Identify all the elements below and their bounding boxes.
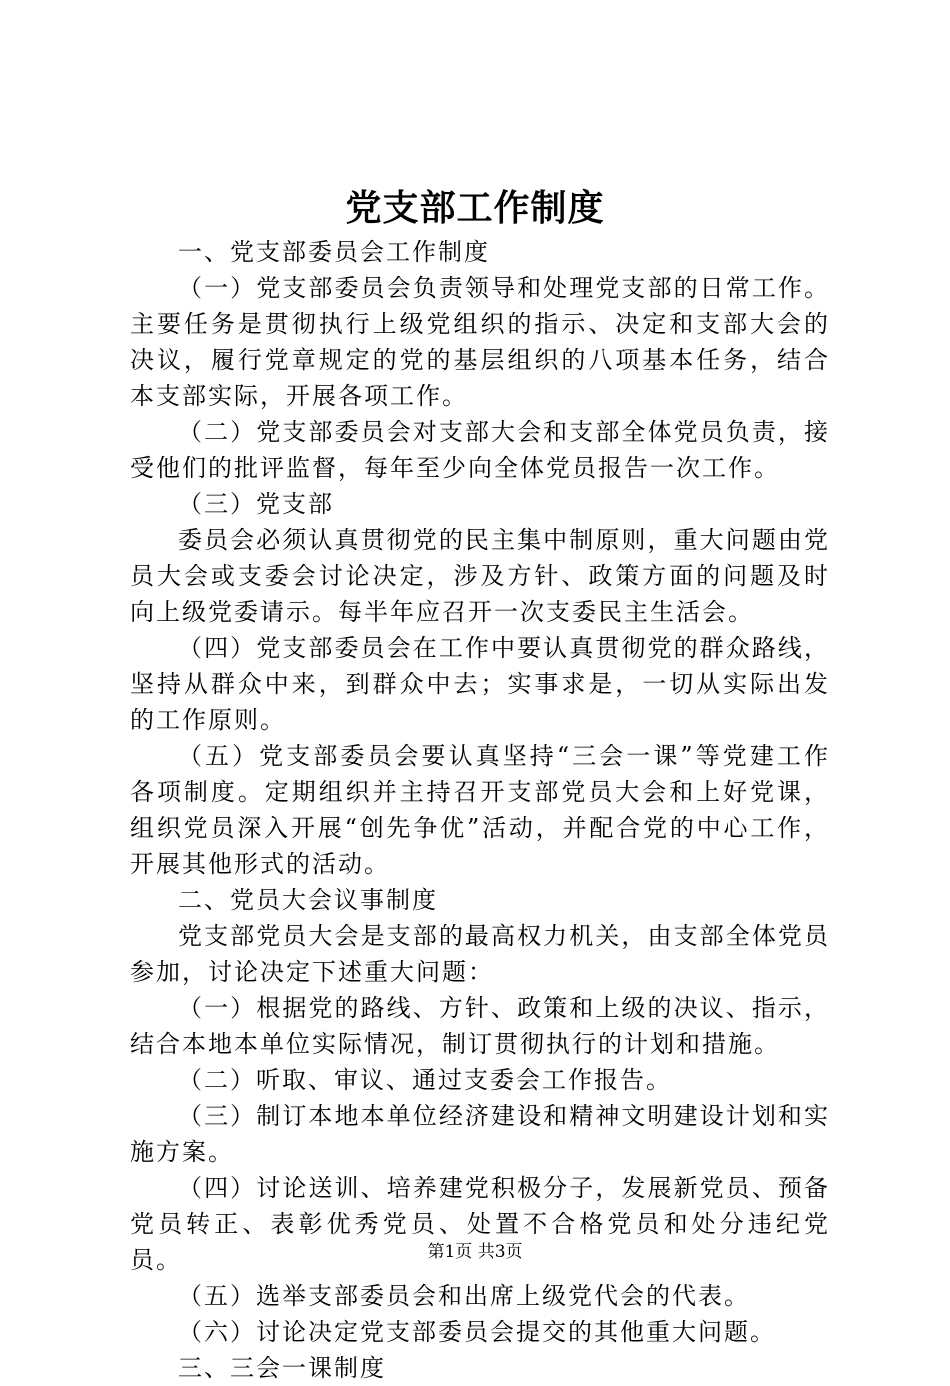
paragraph: （一）党支部委员会负责领导和处理党支部的日常工作。主要任务是贯彻执行上级党组织的指示、决定和支部大会的决议，履行党章规定的党的基层组织的八项基本任务，结合本支部实际，开展各项工作。: [130, 274, 830, 410]
paragraph: （二）听取、审议、通过支委会工作报告。: [178, 1066, 672, 1094]
paragraph: （六）讨论决定党支部委员会提交的其他重大问题。: [178, 1318, 776, 1346]
paragraph: （五）党支部委员会要认真坚持“三会一课”等党建工作各项制度。定期组织并主持召开支部党员大会和上好党课，组织党员深入开展“创先争优”活动，并配合党的中心工作，开展其他形式的活动。: [130, 742, 830, 878]
paragraph: （三）党支部: [178, 490, 334, 518]
page-footer: 第1页 共3页: [427, 1242, 523, 1262]
section-heading: 二、党员大会议事制度: [178, 886, 438, 914]
paragraph: 党支部党员大会是支部的最高权力机关，由支部全体党员参加，讨论决定下述重大问题：: [130, 922, 830, 986]
paragraph: （五）选举支部委员会和出席上级党代会的代表。: [178, 1282, 750, 1310]
paragraph: （三）制订本地本单位经济建设和精神文明建设计划和实施方案。: [130, 1102, 830, 1166]
page-title: 党支部工作制度: [345, 187, 605, 229]
paragraph: （四）讨论送训、培养建党积极分子，发展新党员、预备党员转正、表彰优秀党员、处置不合格党员和处分违纪党员。: [130, 1174, 830, 1274]
paragraph: （二）党支部委员会对支部大会和支部全体党员负责，接受他们的批评监督，每年至少向全体党员报告一次工作。: [130, 418, 830, 482]
paragraph: （四）党支部委员会在工作中要认真贯彻党的群众路线，坚持从群众中来，到群众中去；实事求是，一切从实际出发的工作原则。: [130, 634, 830, 734]
paragraph: 委员会必须认真贯彻党的民主集中制原则，重大问题由党员大会或支委会讨论决定，涉及方针、政策方面的问题及时向上级党委请示。每半年应召开一次支委民主生活会。: [130, 526, 830, 626]
section-heading: 一、党支部委员会工作制度: [178, 238, 490, 266]
paragraph: （一）根据党的路线、方针、政策和上级的决议、指示，结合本地本单位实际情况，制订贯彻执行的计划和措施。: [130, 994, 830, 1058]
document-body: [130, 234, 830, 1386]
section-heading: 三、三会一课制度: [178, 1354, 386, 1382]
